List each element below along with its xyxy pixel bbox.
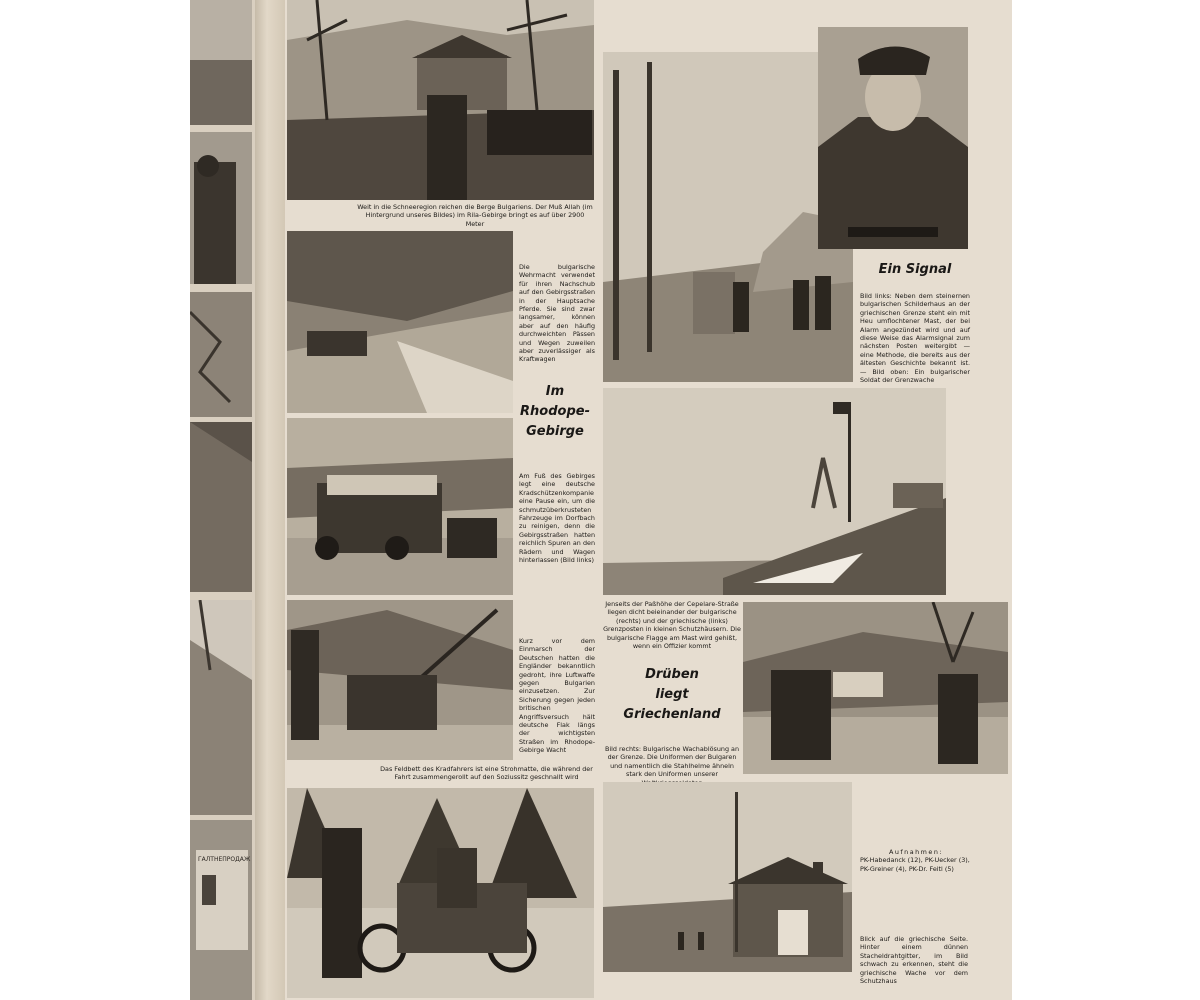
left-strip-photo-6 (190, 820, 252, 1000)
caption-motorcycle-company: Am Fuß des Gebirges legt eine deutsche Kradschützenkompanie eine Pause ein, um die schmutzüberkrusteten Fahrzeuge im Dorfbach zu reinigen, denn die Gebirgsstraßen hatten reichlich Spuren an den Rädern und Wagen hinterlassen (Bild links) (519, 472, 595, 565)
title-rhodope-line-2: Rhodope- (520, 404, 590, 419)
caption-greek-side: Blick auf die griechische Seite. Hinter einem dünnen Stacheldrahtgitter, im Bild schwach zu erkennen, steht die griechische Wache vor dem Schutzhaus (860, 935, 968, 986)
left-page-strip (190, 0, 255, 1000)
photo-horses (287, 231, 513, 413)
caption-signal: Bild links: Neben dem steinernen bulgarischen Schilderhaus an der griechischen Grenze steht ein mit Heu umflochtener Mast, der bei Alarm angezündet wird und auf diese Weise das Alarmsignal zum nächsten Posten weitergibt — eine Methode, die bereits aus der ältesten Geschichte bekannt ist. — Bild oben: Ein bulgarischer Soldat der Grenzwache (860, 292, 970, 385)
photo-rila-mountains (287, 0, 594, 200)
photo-motorcycle-company (287, 418, 513, 595)
left-page-sign-text: ГАЛТНЕПРОДАЖ (198, 856, 251, 863)
caption-rila-mountains: Weit in die Schneeregion reichen die Berge Bulgariens. Der Muß Allah (im Hintergrund unseres Bildes) im Rila-Gebirge bringt es auf über 2900 Meter (357, 203, 593, 228)
left-strip-photo-3 (190, 292, 252, 417)
credits-names: PK-Habedanck (12), PK-Uecker (3), PK-Greiner (4), PK-Dr. Feitl (5) (860, 856, 970, 873)
title-greece-line-2: liegt (655, 687, 689, 702)
photo-flak (287, 600, 513, 760)
title-greece-line-3: Griechenland (623, 707, 721, 722)
title-greece (603, 665, 741, 725)
photo-greek-side (603, 782, 852, 972)
left-strip-photo-2 (190, 132, 252, 284)
title-signal: Ein Signal (878, 262, 952, 277)
page-gutter (255, 0, 285, 1000)
photo-signal-mast (603, 52, 853, 382)
left-strip-photo-5 (190, 600, 252, 815)
title-greece-line-1: Drüben (645, 667, 699, 682)
caption-field-bed: Das Feldbett des Kradfahrers ist eine Strohmatte, die während der Fahrt zusammengerollt auf den Soziussitz geschnallt wird (380, 765, 593, 782)
left-strip-photo-1 (190, 0, 252, 125)
photo-guard (743, 602, 1008, 774)
caption-horses: Die bulgarische Wehrmacht verwendet für ihren Nachschub auf den Gebirgsstraßen in der Hauptsache Pferde. Sie sind zwar langsamer, können aber auf den häufig durchweichten Pässen und Wegen zuweilen aber zuverlässiger als Kraftwagen (519, 263, 595, 364)
credits-heading: Aufnahmen: (888, 848, 944, 856)
title-rhodope-line-3: Gebirge (526, 424, 584, 439)
credits-block (860, 848, 972, 873)
title-rhodope (513, 382, 597, 442)
magazine-page (285, 0, 1012, 1000)
caption-guard: Bild rechts: Bulgarische Wachablösung an der Grenze. Die Uniformen der Bulgaren und namentlich die Stahlhelme ähneln stark den Uniformen unserer (605, 745, 739, 779)
title-rhodope-line-1: Im (545, 384, 565, 399)
caption-flak: Kurz vor dem Einmarsch der Deutschen hatten die Engländer bekanntlich gedroht, ihre Luftwaffe gegen Bulgarien einzusetzen. Zur Sicherung gegen jeden britischen Angriffsversuch hält deutsche Flak längs der wichtigsten Straßen im Rhodope-Gebirge Wacht (519, 637, 595, 755)
caption-cepelare: Jenseits der Paßhöhe der Cepelare-Straße liegen dicht beieinander der bulgarische (rechts) und der griechische (links) Grenzposten in kleinen Schutzhäusern. Die bulgarische Flagge am Mast wird gehißt, wenn ein Offizier kommt (603, 600, 741, 651)
photo-motorcyclist (287, 788, 594, 998)
photo-cepelare-pass (603, 388, 946, 595)
left-strip-photo-4 (190, 422, 252, 592)
photo-soldier-portrait (818, 27, 968, 249)
